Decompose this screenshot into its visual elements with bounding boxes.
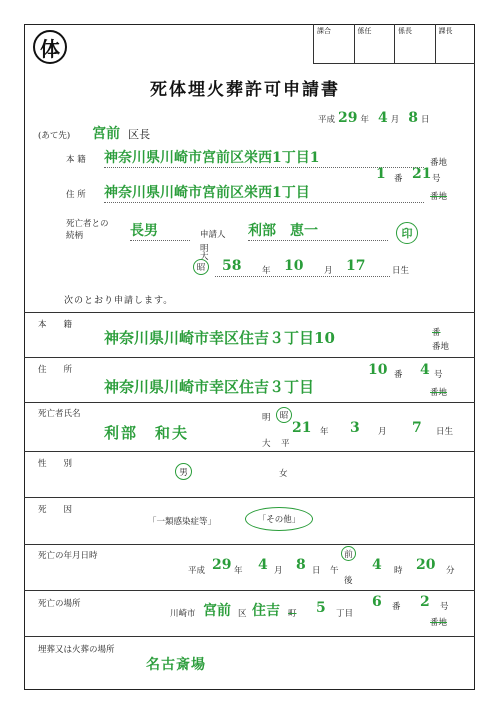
cause-option-1: 「一類感染症等」 — [148, 517, 217, 527]
applicant-go-label: 号 — [432, 174, 441, 184]
divider-7 — [24, 590, 475, 591]
deceased-birth-year-unit: 年 — [320, 427, 329, 437]
death-month: 4 — [258, 557, 268, 573]
divider-8 — [24, 636, 475, 637]
deceased-era-meiji: 明 — [262, 413, 271, 423]
applicant-address-label: 住 所 — [66, 190, 86, 200]
place-chome: 5 — [316, 600, 326, 616]
divider-1 — [24, 312, 475, 313]
deceased-era-heisei: 平 — [281, 439, 290, 449]
applicant-birth-day: 17 — [346, 258, 366, 274]
approval-box-4: 課長 — [438, 27, 453, 35]
deceased-era-showa: 昭 — [276, 407, 292, 423]
burial-value: 名古斎場 — [146, 657, 206, 673]
deceased-address-value: 神奈川県川崎市幸区住吉３丁目 — [104, 378, 315, 396]
date-day: 8 — [408, 110, 419, 126]
sex-male: 男 — [175, 463, 192, 480]
divider-6 — [24, 544, 475, 545]
applicant-honseki-label: 本 籍 — [66, 155, 86, 165]
deceased-honseki-banchi: 番地 — [432, 342, 450, 352]
recipient-ward: 宮前 — [92, 126, 121, 142]
death-year-unit: 年 — [234, 566, 243, 576]
place-ward-unit: 区 — [238, 609, 247, 619]
death-hour: 4 — [372, 557, 382, 573]
place-town-unit: 町 — [288, 609, 297, 619]
death-year: 29 — [212, 557, 232, 573]
sex-label: 性 別 — [38, 459, 73, 469]
deceased-birth-day-unit: 日生 — [436, 427, 454, 437]
death-min: 20 — [416, 557, 436, 573]
applicant-birth-day-unit: 日生 — [392, 266, 410, 276]
death-hour-unit: 時 — [394, 566, 403, 576]
applicant-ban-num: 1 — [376, 166, 386, 182]
applicant-birth-year-unit: 年 — [262, 266, 271, 276]
applicant-birth-month-unit: 月 — [324, 266, 333, 276]
deceased-address-label: 住 所 — [38, 365, 73, 375]
approval-boxes — [313, 24, 475, 64]
date-era: 平成 — [318, 115, 336, 125]
recipient-suffix: 区長 — [128, 128, 151, 141]
seal-stamp-char: 体 — [40, 36, 60, 61]
deceased-birth-year: 21 — [292, 420, 312, 436]
deceased-go-num: 4 — [420, 362, 430, 378]
deceased-go-label: 号 — [434, 370, 443, 380]
place-ward: 宮前 — [203, 603, 231, 619]
death-day: 8 — [296, 557, 306, 573]
application-date — [318, 110, 430, 126]
deceased-name-label: 死亡者氏名 — [38, 409, 81, 419]
burial-label: 埋葬又は火葬の場所 — [38, 645, 115, 655]
death-month-unit: 月 — [274, 566, 283, 576]
place-banchi: 番地 — [430, 618, 448, 628]
deceased-banchi-label: 番地 — [430, 388, 448, 398]
deceased-birth-day: 7 — [412, 420, 422, 436]
place-go-unit: 号 — [440, 602, 449, 612]
applicant-seal: 印 — [396, 222, 418, 244]
deceased-birth-month-unit: 月 — [378, 427, 387, 437]
place-city: 川崎市 — [170, 609, 196, 619]
divider-4 — [24, 451, 475, 452]
deceased-honseki-ban: 番 — [432, 328, 441, 338]
deceased-ban-num: 10 — [368, 362, 388, 378]
relation-label: 死亡者との続柄 — [66, 219, 109, 241]
deceased-honseki-label: 本 籍 — [38, 320, 73, 330]
death-day-unit: 日 — [312, 566, 321, 576]
applicant-honseki-value: 神奈川県川崎市宮前区栄西1丁目1 — [104, 147, 424, 168]
applicant-address-value: 神奈川県川崎市宮前区栄西1丁目 — [104, 182, 424, 203]
applicant-name: 利部 恵一 — [248, 220, 388, 241]
applicant-banchi-label-2: 番地 — [430, 192, 448, 202]
place-go: 2 — [420, 594, 430, 610]
applicant-birth-underline — [215, 276, 390, 277]
death-ampm-prefix: 午 — [330, 566, 339, 576]
deceased-ban-label: 番 — [394, 370, 403, 380]
deceased-name-value: 利部 和夫 — [104, 424, 190, 442]
applicant-era-meiji: 明 — [200, 244, 209, 254]
applicant-go-num: 21 — [412, 166, 432, 182]
request-text: 次のとおり申請します。 — [64, 296, 174, 306]
date-month-unit: 月 — [390, 115, 400, 125]
applicant-banchi-label: 番地 — [430, 158, 448, 168]
deceased-era-taisho: 大 — [262, 439, 271, 449]
deceased-honseki-value: 神奈川県川崎市幸区住吉３丁目10 — [104, 329, 335, 347]
death-era: 平成 — [188, 566, 206, 576]
relation-value: 長男 — [130, 220, 190, 241]
recipient — [38, 123, 150, 143]
applicant-birth-year: 58 — [222, 258, 242, 274]
form-title: 死体埋火葬許可申請書 — [150, 80, 340, 100]
approval-box-3: 係長 — [395, 24, 436, 63]
divider-2 — [24, 357, 475, 358]
cause-label: 死 因 — [38, 505, 73, 515]
place-label: 死亡の場所 — [38, 599, 81, 609]
applicant-era-taisho: 大 — [200, 252, 209, 262]
divider-5 — [24, 497, 475, 498]
deceased-birth-month: 3 — [350, 420, 360, 436]
applicant-era-showa: 昭 — [193, 259, 209, 275]
cause-option-2: 「その他」 — [245, 507, 313, 531]
applicant-birth-month: 10 — [284, 258, 304, 274]
death-date-label: 死亡の年月日時 — [38, 551, 98, 561]
death-am: 前 — [341, 546, 356, 561]
recipient-label: (あて先) — [38, 131, 71, 141]
date-year-unit: 年 — [360, 115, 370, 125]
place-town: 住吉 — [252, 603, 280, 619]
approval-box-1: 課合 — [314, 24, 355, 63]
applicant-ban-label: 番 — [394, 174, 403, 184]
death-pm: 後 — [344, 576, 353, 586]
applicant-label: 申請人 — [200, 230, 226, 240]
approval-box-2: 係任 — [355, 24, 396, 63]
date-day-unit: 日 — [421, 115, 430, 125]
date-month: 4 — [378, 110, 388, 126]
death-min-unit: 分 — [446, 566, 455, 576]
place-ban-unit: 番 — [392, 602, 401, 612]
place-ban: 6 — [372, 594, 382, 610]
sex-female: 女 — [279, 469, 288, 479]
divider-3 — [24, 402, 475, 403]
date-year: 29 — [338, 110, 358, 126]
place-chome-unit: 丁目 — [336, 609, 354, 619]
